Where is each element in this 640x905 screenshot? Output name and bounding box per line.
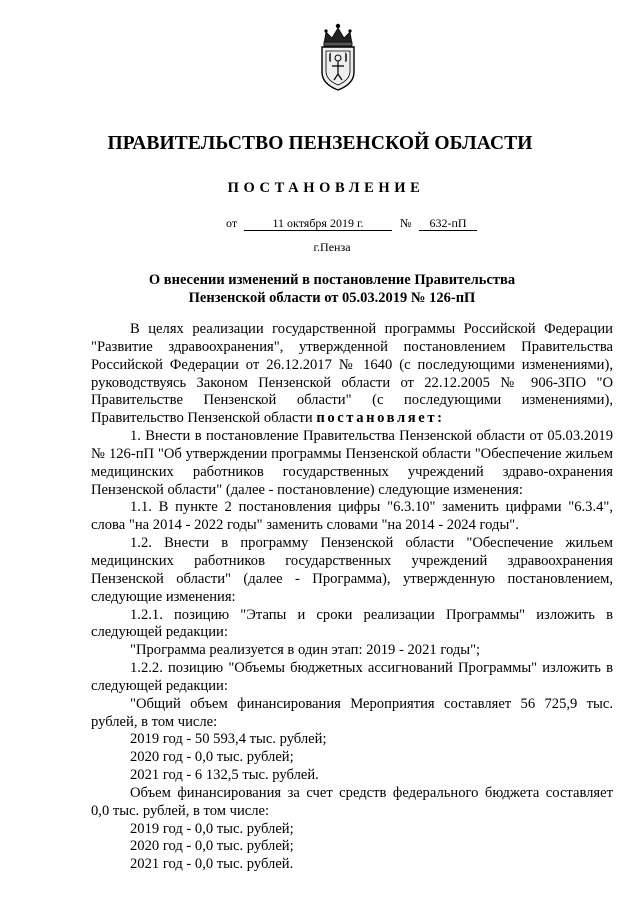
- paragraph-federal-2020: 2020 год - 0,0 тыс. рублей;: [130, 838, 294, 855]
- paragraph-year-2019: 2019 год - 50 593,4 тыс. рублей;: [130, 731, 327, 748]
- paragraph-item-1-2: 1.2. Внести в программу Пензенской области "Обеспечение жильем медицинских работников государственных учреждений здравоохранения Пензенской области" (далее - Программа), утвержденную постановлением, следующие изменения:: [91, 535, 613, 605]
- paragraph-total-financing: "Общий объем финансирования Мероприятия составляет 56 725,9 тыс. рублей, в том числе:: [91, 695, 613, 730]
- date-prefix: от: [226, 216, 238, 230]
- document-date: 11 октября 2019 г.: [244, 216, 392, 231]
- paragraph-item-1: 1. Внести в постановление Правительства Пензенской области от 05.03.2019 № 126-пП "Об утверждении программы Пензенской области "Обеспечение жильем медицинских работников государственных учреждений здраво-охранения Пензенской области" (далее - постановление) следующие изменения:: [91, 428, 613, 498]
- document-subject: [0, 271, 640, 307]
- paragraph-preamble: [91, 321, 613, 428]
- subject-line-2: Пензенской области от 05.03.2019 № 126-пП: [188, 290, 476, 306]
- paragraph-federal-2021: 2021 год - 0,0 тыс. рублей.: [130, 856, 294, 873]
- document-number: 632-пП: [419, 216, 477, 231]
- paragraph-federal-financing: Объем финансирования за счет средств федерального бюджета составляет 0,0 тыс. рублей, в том числе:: [91, 784, 613, 819]
- paragraph-year-2021: 2021 год - 6 132,5 тыс. рублей.: [130, 767, 319, 784]
- number-prefix: №: [400, 216, 412, 230]
- paragraph-federal-2019: 2019 год - 0,0 тыс. рублей;: [130, 820, 294, 837]
- document-body: [91, 321, 613, 874]
- city: г.Пенза: [313, 240, 351, 254]
- paragraph-item-1-2-2: 1.2.2. позицию "Объемы бюджетных ассигнований Программы" изложить в следующей редакции:: [91, 660, 613, 694]
- paragraph-item-1-1: 1.1. В пункте 2 постановления цифры "6.3.10" заменить цифрами "6.3.4", слова "на 2014 - 2022 годы" заменить словами "на 2014 - 2024 годы".: [91, 499, 613, 534]
- subject-line-1: О внесении изменений в постановление Правительства: [148, 272, 516, 288]
- paragraph-item-1-2-1: 1.2.1. позицию "Этапы и сроки реализации Программы" изложить в следующей редакции:: [91, 606, 613, 641]
- penza-coat-of-arms-icon: [312, 22, 364, 92]
- paragraph-quote-stages: "Программа реализуется в один этап: 2019 - 2021 годы";: [130, 642, 481, 659]
- organization-title: ПРАВИТЕЛЬСТВО ПЕНЗЕНСКОЙ ОБЛАСТИ: [107, 133, 533, 154]
- document-type: ПОСТАНОВЛЕНИЕ: [227, 180, 425, 196]
- preamble-text: В целях реализации государственной программы Российской Федерации "Развитие здравоохранения", утвержденной постановлением Правительства Российской Федерации от 26.12.2017 № 1640 (с последующими изменениями), руководствуясь Законом Пензенской области от 22.12.2005 № 906-ЗПО "О Правительстве Пензенской области" (с последующими изменениями), Правительство Пензенской области: [91, 321, 613, 427]
- resolves-verb: постановляет:: [316, 410, 445, 427]
- paragraph-year-2020: 2020 год - 0,0 тыс. рублей;: [130, 749, 294, 766]
